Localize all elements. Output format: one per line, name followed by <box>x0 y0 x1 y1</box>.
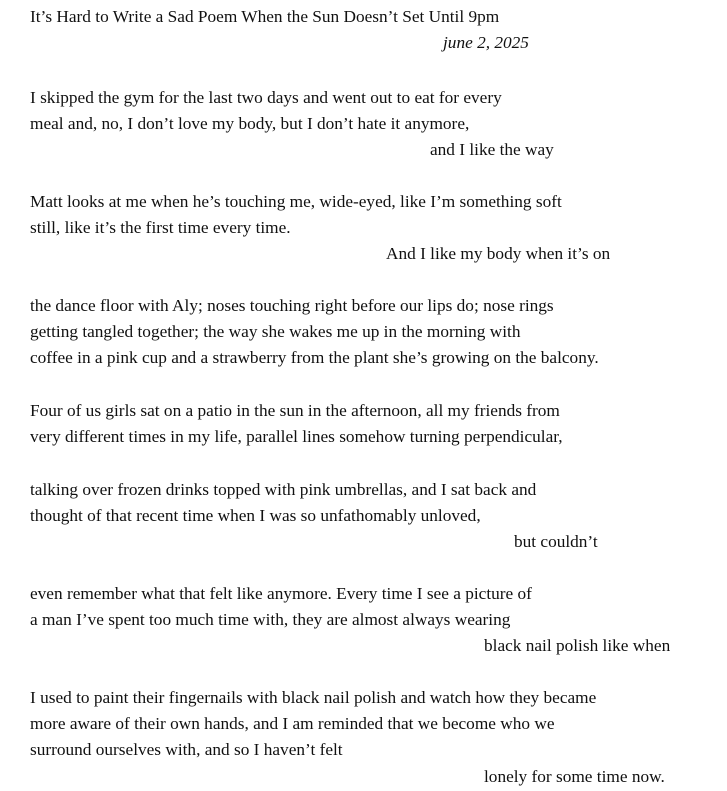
poem-line: Matt looks at me when he’s touching me, wide-eyed, like I’m something soft <box>30 192 562 211</box>
poem-line: I skipped the gym for the last two days and went out to eat for every <box>30 88 502 107</box>
poem-line: very different times in my life, parallel lines somehow turning perpendicular, <box>30 427 563 446</box>
poem-line: the dance floor with Aly; noses touching right before our lips do; nose rings <box>30 296 554 315</box>
poem-line: even remember what that felt like anymore. Every time I see a picture of <box>30 584 532 603</box>
poem-line: lonely for some time now. <box>484 767 665 786</box>
poem-date: june 2, 2025 <box>443 33 529 52</box>
poem-line: And I like my body when it’s on <box>386 244 611 263</box>
poem-line: and I like the way <box>430 140 554 159</box>
poem-title: It’s Hard to Write a Sad Poem When the Sun Doesn’t Set Until 9pm <box>30 7 500 26</box>
poem-line: a man I’ve spent too much time with, they are almost always wearing <box>30 610 511 629</box>
poem-line: thought of that recent time when I was so unfathomably unloved, <box>30 506 481 525</box>
poem-line: meal and, no, I don’t love my body, but I don’t hate it anymore, <box>30 114 470 133</box>
poem-line: getting tangled together; the way she wakes me up in the morning with <box>30 322 521 341</box>
poem-line: I used to paint their fingernails with black nail polish and watch how they became <box>30 688 597 707</box>
poem-line: black nail polish like when <box>484 636 671 655</box>
poem-line: surround ourselves with, and so I haven’t felt <box>30 740 343 759</box>
poem-line: but couldn’t <box>514 532 598 551</box>
poem-line: Four of us girls sat on a patio in the sun in the afternoon, all my friends from <box>30 401 560 420</box>
poem-line: more aware of their own hands, and I am reminded that we become who we <box>30 714 555 733</box>
poem-line: coffee in a pink cup and a strawberry from the plant she’s growing on the balcony. <box>30 348 599 367</box>
poem-line: still, like it’s the first time every time. <box>30 218 291 237</box>
poem-line: talking over frozen drinks topped with pink umbrellas, and I sat back and <box>30 480 537 499</box>
